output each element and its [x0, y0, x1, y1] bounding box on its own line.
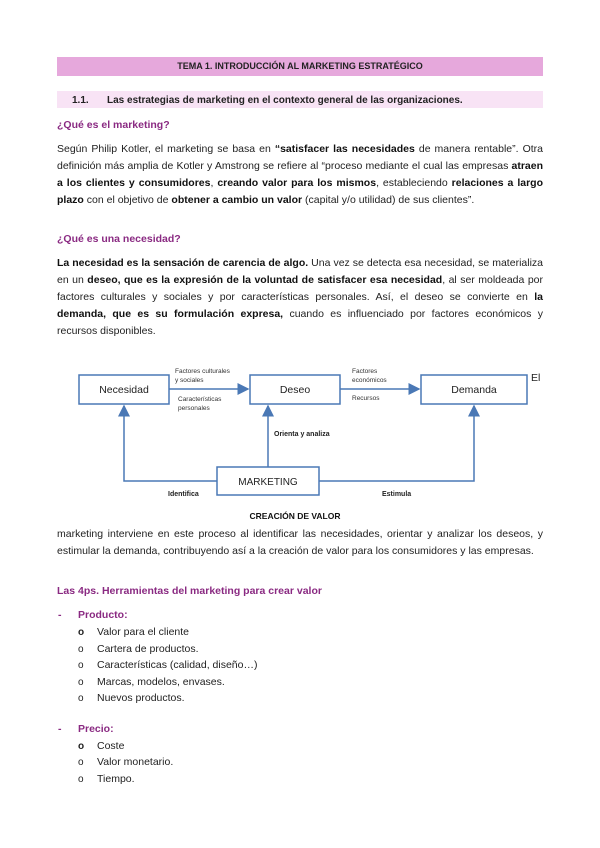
list-item: o Marcas, modelos, envases.: [78, 676, 225, 688]
list-item: o Características (calidad, diseño…): [78, 659, 258, 671]
value-creation-diagram: [0, 350, 600, 525]
label-factores-economicos-2: económicos: [352, 377, 387, 384]
arrow-marketing-necesidad: [124, 406, 217, 481]
box-necesidad-label: Necesidad: [99, 384, 149, 396]
label-estimula: Estimula: [382, 491, 412, 498]
label-recursos: Recursos: [352, 395, 380, 402]
list-item: o Nuevos productos.: [78, 692, 185, 704]
heading-4ps: Las 4ps. Herramientas del marketing para crear valor: [57, 585, 322, 597]
arrow-marketing-demanda: [319, 406, 474, 481]
box-marketing-label: MARKETING: [238, 477, 298, 488]
label-identifica: Identifica: [168, 491, 199, 498]
list-item: o Valor para el cliente: [78, 626, 190, 638]
diagram-caption: CREACIÓN DE VALOR: [249, 511, 341, 521]
section-title-bar: [57, 91, 543, 108]
label-factores-culturales-1: Factores culturales: [175, 368, 230, 375]
section-title: Las estrategias de marketing en el contexto general de las organizaciones.: [107, 95, 463, 106]
chapter-title: TEMA 1. INTRODUCCIÓN AL MARKETING ESTRATÉGICO: [57, 57, 543, 76]
section-number: 1.1.: [72, 95, 89, 106]
label-caracteristicas-1: Características: [178, 396, 222, 403]
list-title-precio: - Precio:: [58, 723, 114, 735]
label-caracteristicas-2: personales: [178, 405, 210, 412]
label-factores-economicos-1: Factores: [352, 368, 378, 375]
list-item: o Coste: [78, 740, 125, 752]
paragraph-marketing-definition: Según Philip Kotler, el marketing se basa en “satisfacer las necesidades de manera rentable”. Otra definición más amplia de Kotler y Amstrong se refiere al “proceso mediante el cual las empresas atraen a los clientes y consumidores, creando valor para los mismos, estableciendo relaciones a largo plazo con el objetivo de obtener a cambio un valor (capital y/o utilidad) de sus clientes”.: [57, 143, 543, 206]
heading-que-es-marketing: ¿Qué es el marketing?: [57, 119, 170, 131]
paragraph-marketing-role: marketing interviene en este proceso al identificar las necesidades, orientar y analizar los deseos, y estimular la demanda, contribuyendo así a la creación de valor para los consumidores y las empresas.: [57, 528, 543, 557]
side-word-el: El: [531, 372, 541, 384]
list-item: o Cartera de productos.: [78, 643, 199, 655]
list-title-producto: - Producto:: [58, 609, 128, 621]
list-item: o Tiempo.: [78, 773, 135, 785]
list-item: o Valor monetario.: [78, 756, 174, 768]
heading-que-es-necesidad: ¿Qué es una necesidad?: [57, 233, 181, 245]
box-deseo-label: Deseo: [279, 384, 311, 396]
paragraph-necesidad: La necesidad es la sensación de carencia de algo. Una vez se detecta esa necesidad, se materializa en un deseo, que es la expresión de la voluntad de satisfacer esa necesidad, al ser moldeada por factores culturales y sociales y por características personales. Así, el deseo se convierte en la demanda, que es su formulación expresa, cuando es influenciado por factores económicos y recursos disponibles.: [57, 257, 543, 337]
label-factores-culturales-2: y sociales: [175, 377, 204, 384]
box-demanda-label: Demanda: [451, 384, 497, 396]
label-orienta-analiza: Orienta y analiza: [274, 431, 330, 438]
